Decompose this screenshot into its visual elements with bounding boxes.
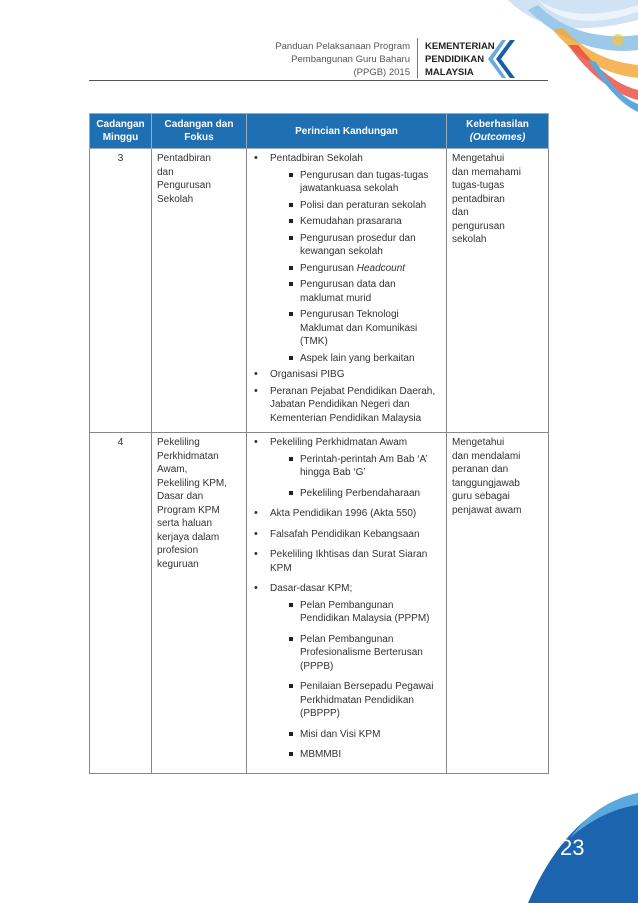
document-title-block — [210, 40, 410, 79]
sub-list-item-text: Pengurusan — [300, 262, 357, 274]
programme-schedule-table — [89, 113, 549, 774]
focus-line: Awam, — [157, 464, 188, 475]
focus-line: Dasar dan — [157, 491, 204, 502]
ministry-chevron-logo-icon — [488, 38, 516, 80]
sub-list-item: Polisi dan peraturan sekolah — [270, 199, 441, 213]
week-cell: 3 — [90, 149, 152, 433]
focus-line: kerjaya dalam — [157, 531, 220, 543]
focus-line: serta haluan — [157, 518, 213, 529]
focus-cell — [152, 149, 247, 433]
list-item — [252, 582, 441, 762]
outcome-line: peranan dan — [452, 464, 509, 475]
sub-list — [270, 169, 441, 366]
focus-line: Program KPM — [157, 504, 220, 516]
sub-list-item: Pelan Pembangunan Profesionalisme Berterusan (PPPB) — [270, 633, 441, 674]
sub-list-item: Kemudahan prasarana — [270, 215, 441, 229]
doc-title-line-3: (PPGB) 2015 — [353, 67, 410, 78]
doc-title-line-2: Pembangunan Guru Baharu — [291, 54, 410, 65]
list-item: • Falsafah Pendidikan Kebangsaan — [252, 528, 441, 542]
sub-list-item: Pekeliling Perbendaharaan — [270, 487, 441, 501]
list-item: • Akta Pendidikan 1996 (Akta 550) — [252, 507, 441, 521]
outcome-line: sekolah — [452, 234, 487, 245]
sub-list-item: Penilaian Bersepadu Pegawai Perkhidmatan Pendidikan (PBPPP) — [270, 680, 441, 721]
ministry-line-3: MALAYSIA — [425, 67, 474, 78]
table-header-row — [90, 114, 549, 149]
header-rule — [89, 80, 548, 81]
outcome-line: Mengetahui — [452, 153, 505, 164]
content-list — [252, 152, 441, 425]
focus-line: Pekeliling — [157, 437, 200, 448]
content-cell — [247, 149, 447, 433]
sub-list-item: Pengurusan Teknologi Maklumat dan Komunikasi (TMK) — [270, 308, 441, 349]
header-focus-line-2: Fokus — [184, 132, 214, 143]
header-outcomes — [447, 114, 549, 149]
list-item-label: Pekeliling Perkhidmatan Awam — [270, 437, 408, 448]
sub-list-item: Aspek lain yang berkaitan — [270, 352, 441, 366]
outcome-line: tanggungjawab — [452, 477, 520, 489]
header-week-line-2: Minggu — [102, 132, 139, 143]
header-outcomes-line-1: Keberhasilan — [466, 119, 529, 130]
list-item: • Peranan Pejabat Pendidikan Daerah, Jabatan Pendidikan Negeri dan Kementerian Pendidikan Malaysia — [252, 385, 441, 426]
list-item-label: Dasar-dasar KPM; — [270, 583, 353, 594]
outcome-cell — [447, 149, 549, 433]
sub-list-item: Pelan Pembangunan Pendidikan Malaysia (PPPM) — [270, 599, 441, 626]
week-cell: 4 — [90, 433, 152, 774]
outcome-cell — [447, 433, 549, 774]
page-number: 23 — [560, 835, 585, 860]
focus-line: dan — [157, 166, 174, 178]
sub-list-item: Pengurusan prosedur dan kewangan sekolah — [270, 232, 441, 259]
focus-line: Perkhidmatan — [157, 450, 219, 462]
list-item — [252, 152, 441, 365]
focus-line: Pengurusan — [157, 180, 211, 191]
header-content: Perincian Kandungan — [247, 114, 447, 149]
header-outcomes-line-2 — [451, 131, 544, 144]
ministry-line-1: KEMENTERIAN — [425, 41, 495, 52]
outcome-line: tugas-tugas — [452, 180, 505, 191]
list-item: • Organisasi PIBG — [252, 368, 441, 382]
outcome-line: pengurusan — [452, 220, 505, 232]
sub-list-item: MBMMBI — [270, 748, 441, 762]
outcome-line: guru sebagai — [452, 491, 510, 502]
header-focus-line-1: Cadangan dan — [164, 119, 234, 130]
sub-list — [270, 599, 441, 762]
content-cell — [247, 433, 447, 774]
header-focus — [152, 114, 247, 149]
outcome-line: penjawat awam — [452, 504, 522, 516]
sub-list-item — [270, 262, 441, 276]
sub-list — [270, 453, 441, 501]
focus-line: profesion — [157, 545, 199, 556]
sub-list-item: Pengurusan dan tugas-tugas jawatankuasa sekolah — [270, 169, 441, 196]
outcome-line: dan — [452, 207, 469, 218]
focus-line: Pekeliling KPM, — [157, 477, 228, 489]
list-item-label: Pentadbiran Sekolah — [270, 153, 363, 164]
outcome-line: Mengetahui — [452, 437, 505, 448]
list-item: • Pekeliling Ikhtisas dan Surat Siaran KPM — [252, 548, 441, 575]
header-week — [90, 114, 152, 149]
focus-cell — [152, 433, 247, 774]
ministry-line-2: PENDIDIKAN — [425, 54, 485, 65]
focus-line: keguruan — [157, 558, 199, 570]
sub-list-item-italic: Headcount — [356, 262, 406, 274]
focus-line: Pentadbiran — [157, 153, 211, 164]
sub-list-item: Misi dan Visi KPM — [270, 728, 441, 742]
outcome-line: dan mendalami — [452, 450, 521, 462]
outcome-line: dan memahami — [452, 166, 521, 178]
table-row — [90, 149, 549, 433]
header-outcomes-italic: (Outcomes) — [469, 132, 526, 143]
header-divider — [417, 38, 418, 78]
focus-line: Sekolah — [157, 193, 194, 205]
doc-title-line-1: Panduan Pelaksanaan Program — [275, 41, 410, 52]
header-week-line-1: Cadangan — [96, 119, 145, 130]
sub-list-item: Pengurusan data dan maklumat murid — [270, 278, 441, 305]
content-list — [252, 436, 441, 762]
table-row — [90, 433, 549, 774]
outcome-line: pentadbiran — [452, 193, 505, 205]
list-item — [252, 436, 441, 500]
sub-list-item: Perintah-perintah Am Bab ‘A’ hingga Bab ‘G’ — [270, 453, 441, 480]
